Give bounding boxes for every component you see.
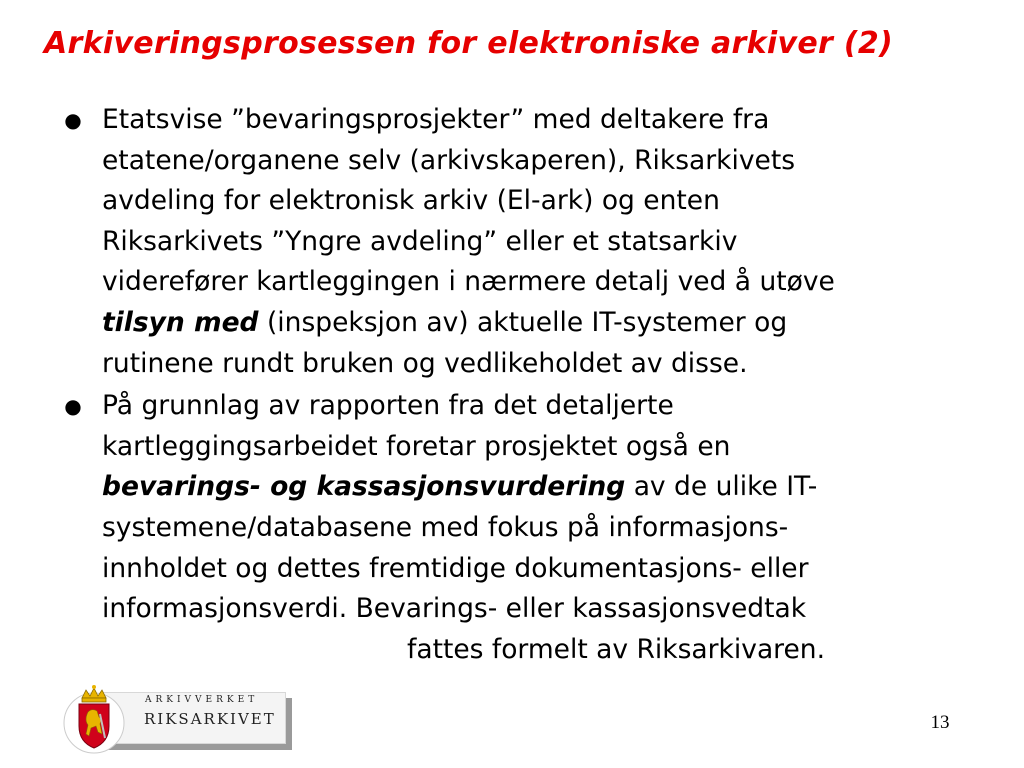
bullet-dot-icon: ● xyxy=(64,108,82,132)
text-fragment: (inspeksjon av) aktuelle IT-systemer og xyxy=(258,306,788,338)
bullet-dot-icon: ● xyxy=(64,394,82,419)
text-line: På grunnlag av rapporten fra det detaljerte xyxy=(102,390,674,422)
slide-title: Arkiveringsprosessen for elektroniske arkiver (2) xyxy=(44,26,894,61)
text-line-indented: fattes formelt av Riksarkivaren. xyxy=(407,633,826,665)
text-line: informasjonsverdi. Bevarings- eller kassasjonsvedtak xyxy=(102,593,807,625)
page-number: 13 xyxy=(930,712,950,733)
text-line: innholdet og dettes fremtidige dokumentasjons- eller xyxy=(102,552,809,584)
logo-arkivverket-text: ARKIVVERKET xyxy=(145,695,259,705)
text-line: rutinene rundt bruken og vedlikeholdet av disse. xyxy=(102,347,748,379)
text-line: Riksarkivets ”Yngre avdeling” eller et statsarkiv xyxy=(102,225,738,257)
bullet-item-2 xyxy=(60,386,1000,670)
riksarkivet-logo xyxy=(62,682,294,754)
text-line: viderefører kartleggingen i nærmere detalj ved å utøve xyxy=(102,266,835,298)
emphasis-text: tilsyn med xyxy=(102,306,259,338)
text-line-with-emphasis xyxy=(102,303,1000,344)
emphasis-text: bevarings- og kassasjonsvurdering xyxy=(102,471,626,503)
text-line-with-emphasis xyxy=(102,467,1000,508)
text-fragment: av de ulike IT- xyxy=(625,471,818,503)
bullet-item-1 xyxy=(60,100,1000,384)
logo-riksarkivet-text: RIKSARKIVET xyxy=(144,710,276,728)
coat-of-arms-icon xyxy=(62,682,126,754)
text-line: etatene/organene selv (arkivskaperen), Riksarkivets xyxy=(102,144,796,176)
text-line: systemene/databasene med fokus på informasjons- xyxy=(102,511,789,543)
text-line: avdeling for elektronisk arkiv (El-ark) og enten xyxy=(102,185,720,217)
text-line: kartleggingsarbeidet foretar prosjektet også en xyxy=(102,430,731,462)
text-line: Etatsvise ”bevaringsprosjekter” med deltakere fra xyxy=(102,104,770,135)
bullet-list xyxy=(60,100,1000,672)
